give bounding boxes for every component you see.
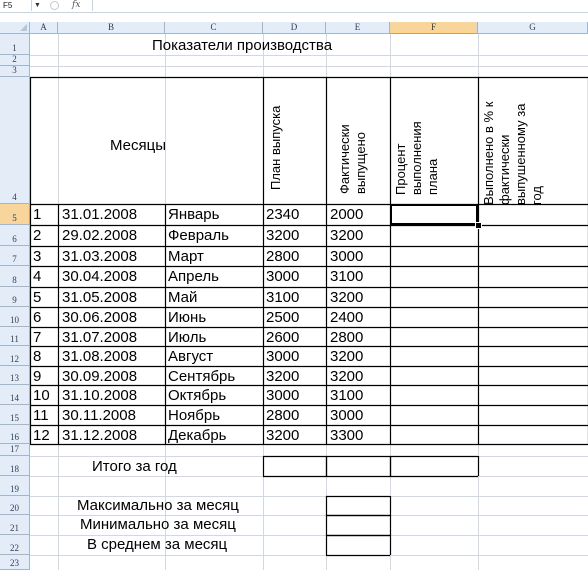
row-number: 10 — [10, 315, 19, 325]
fill-handle[interactable] — [475, 222, 482, 229]
header-plan: План выпуска — [268, 105, 283, 190]
actual-cell[interactable]: 2400 — [330, 309, 364, 326]
row-header-7[interactable] — [0, 246, 30, 266]
insert-function-icon[interactable]: fx — [72, 0, 81, 10]
row-number: 18 — [10, 464, 19, 474]
max-label: Максимально за месяц — [77, 497, 239, 514]
date-cell[interactable]: 30.04.2008 — [62, 268, 138, 285]
row-index[interactable]: 2 — [33, 227, 42, 244]
month-cell[interactable]: Июль — [168, 329, 207, 346]
total-label: Итого за год — [92, 458, 177, 475]
date-cell[interactable]: 31.05.2008 — [62, 289, 138, 306]
row-header-3[interactable] — [0, 66, 30, 77]
actual-cell[interactable]: 3200 — [330, 368, 364, 385]
header-share — [481, 102, 545, 205]
plan-cell[interactable]: 3100 — [266, 289, 300, 306]
header-actual-line: Фактически — [337, 124, 352, 194]
month-cell[interactable]: Октябрь — [168, 387, 227, 404]
header-percent-line: выполнения — [409, 121, 424, 195]
actual-cell[interactable]: 3100 — [330, 387, 364, 404]
row-header-13[interactable] — [0, 366, 30, 385]
row-header-9[interactable] — [0, 287, 30, 307]
month-cell[interactable]: Сентябрь — [168, 368, 236, 385]
row-header-18[interactable] — [0, 456, 30, 476]
plan-cell[interactable]: 2800 — [266, 248, 300, 265]
row-number: 3 — [12, 65, 17, 75]
formula-buttons — [44, 0, 90, 11]
row-index[interactable]: 8 — [33, 348, 42, 365]
row-index[interactable]: 4 — [33, 268, 42, 285]
row-number: 16 — [10, 432, 19, 442]
column-header-d[interactable]: D — [263, 22, 326, 34]
select-all-button[interactable] — [0, 22, 30, 34]
row-number: 15 — [10, 413, 19, 423]
row-index[interactable]: 3 — [33, 248, 42, 265]
row-header-22[interactable] — [0, 535, 30, 555]
actual-cell[interactable]: 3300 — [330, 427, 364, 444]
plan-cell[interactable]: 3200 — [266, 227, 300, 244]
row-header-16[interactable] — [0, 425, 30, 444]
actual-cell[interactable]: 3000 — [330, 248, 364, 265]
row-index[interactable]: 10 — [33, 387, 50, 404]
row-number: 12 — [10, 354, 19, 364]
row-number: 11 — [10, 334, 19, 344]
plan-cell[interactable]: 3000 — [266, 348, 300, 365]
column-header-g[interactable]: G — [478, 22, 588, 34]
month-cell[interactable]: Апрель — [168, 268, 219, 285]
header-share-line: год — [529, 186, 544, 205]
row-number: 1 — [12, 43, 17, 53]
date-cell[interactable]: 31.08.2008 — [62, 348, 138, 365]
row-index[interactable]: 1 — [33, 206, 42, 223]
row-header-20[interactable] — [0, 496, 30, 515]
row-header-21[interactable] — [0, 515, 30, 535]
row-number: 19 — [10, 484, 19, 494]
row-header-1[interactable] — [0, 34, 30, 55]
month-cell[interactable]: Февраль — [168, 227, 229, 244]
plan-cell[interactable]: 3000 — [266, 387, 300, 404]
row-header-23[interactable] — [0, 555, 30, 570]
actual-cell[interactable]: 3000 — [330, 407, 364, 424]
sheet-title: Показатели производства — [152, 37, 333, 54]
row-number: 9 — [12, 295, 17, 305]
month-cell[interactable]: Август — [168, 348, 214, 365]
row-number: 23 — [10, 558, 19, 568]
row-index[interactable]: 9 — [33, 368, 42, 385]
column-header-e[interactable]: E — [326, 22, 390, 34]
row-number: 17 — [10, 444, 19, 454]
header-months: Месяцы — [110, 137, 167, 154]
row-number: 8 — [12, 275, 17, 285]
row-number: 22 — [10, 543, 19, 553]
plan-cell[interactable]: 3000 — [266, 268, 300, 285]
date-cell[interactable]: 30.11.2008 — [62, 407, 136, 424]
date-cell[interactable]: 31.01.2008 — [62, 206, 138, 223]
column-header-b[interactable]: B — [58, 22, 165, 34]
row-header-5[interactable] — [0, 204, 30, 225]
name-box[interactable]: F5 — [0, 0, 32, 11]
row-index[interactable]: 12 — [33, 427, 50, 444]
plan-cell[interactable]: 2340 — [266, 206, 300, 223]
row-number: 5 — [12, 213, 17, 223]
date-cell[interactable]: 31.10.2008 — [62, 387, 138, 404]
formula-bar — [0, 0, 588, 13]
month-cell[interactable]: Январь — [168, 206, 220, 223]
row-header-12[interactable] — [0, 346, 30, 366]
row-number: 7 — [12, 254, 17, 264]
row-index[interactable]: 7 — [33, 329, 42, 346]
row-number: 21 — [10, 523, 19, 533]
min-label: Минимально за месяц — [80, 516, 236, 533]
active-cell-f5[interactable] — [390, 204, 478, 225]
actual-cell[interactable]: 2000 — [330, 206, 364, 223]
header-actual — [337, 124, 369, 194]
row-header-19[interactable] — [0, 476, 30, 496]
row-header-6[interactable] — [0, 225, 30, 246]
row-index[interactable]: 6 — [33, 309, 42, 326]
date-cell[interactable]: 31.03.2008 — [62, 248, 138, 265]
row-header-4[interactable] — [0, 77, 30, 204]
date-cell[interactable]: 31.07.2008 — [62, 329, 138, 346]
month-cell[interactable]: Март — [168, 248, 204, 265]
header-percent-line: Процент — [393, 143, 408, 195]
actual-cell[interactable]: 2800 — [330, 329, 364, 346]
row-number: 20 — [10, 503, 19, 513]
header-share-line: фактически — [497, 134, 512, 205]
plan-cell[interactable]: 2500 — [266, 309, 300, 326]
actual-cell[interactable]: 3200 — [330, 289, 364, 306]
date-cell[interactable]: 29.02.2008 — [62, 227, 138, 244]
column-header-f[interactable]: F — [390, 22, 478, 34]
header-percent — [393, 121, 441, 195]
row-header-17[interactable] — [0, 444, 30, 456]
plan-cell[interactable]: 3200 — [266, 427, 300, 444]
month-cell[interactable]: Ноябрь — [168, 407, 221, 424]
actual-cell[interactable]: 3100 — [330, 268, 364, 285]
name-box-dropdown-icon[interactable]: ▼ — [34, 2, 41, 9]
month-cell[interactable]: Декабрь — [168, 427, 227, 444]
select-all-icon — [20, 24, 27, 31]
month-cell[interactable]: Июнь — [168, 309, 207, 326]
row-number: 14 — [10, 393, 19, 403]
header-percent-line: плана — [425, 158, 440, 195]
column-header-c[interactable]: C — [165, 22, 263, 34]
plan-cell[interactable]: 3200 — [266, 368, 300, 385]
row-header-10[interactable] — [0, 307, 30, 327]
formula-circle-icon[interactable] — [50, 1, 59, 10]
row-header-8[interactable] — [0, 266, 30, 287]
row-index[interactable]: 5 — [33, 289, 42, 306]
formula-input[interactable] — [92, 0, 588, 11]
row-header-15[interactable] — [0, 405, 30, 425]
header-actual-line: выпущено — [353, 132, 368, 194]
date-cell[interactable]: 30.06.2008 — [62, 309, 138, 326]
row-number: 4 — [12, 192, 17, 202]
row-index[interactable]: 11 — [33, 407, 49, 424]
header-share-line: Выполнено в % к — [481, 101, 496, 205]
header-share-line: выпушенному за — [513, 103, 528, 205]
row-number: 2 — [12, 54, 17, 64]
row-header-11[interactable] — [0, 327, 30, 346]
column-header-a[interactable]: A — [30, 22, 58, 34]
actual-cell[interactable]: 3200 — [330, 227, 364, 244]
month-cell[interactable]: Май — [168, 289, 198, 306]
plan-cell[interactable]: 2600 — [266, 329, 300, 346]
row-number: 13 — [10, 373, 19, 383]
date-cell[interactable]: 30.09.2008 — [62, 368, 138, 385]
date-cell[interactable]: 31.12.2008 — [62, 427, 138, 444]
row-header-14[interactable] — [0, 385, 30, 405]
plan-cell[interactable]: 2800 — [266, 407, 300, 424]
actual-cell[interactable]: 3200 — [330, 348, 364, 365]
avg-label: В среднем за месяц — [87, 536, 228, 553]
row-number: 6 — [12, 234, 17, 244]
